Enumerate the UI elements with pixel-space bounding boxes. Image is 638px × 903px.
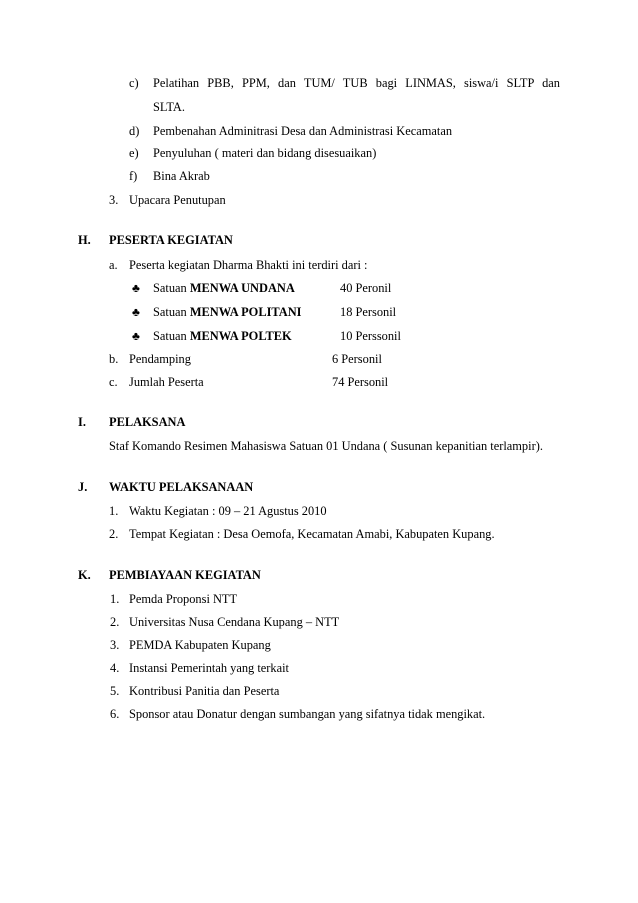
list-item-text: Pelatihan PBB, PPM, dan TUM/ TUB bagi LINMAS, siswa/i SLTP dan: [153, 76, 560, 90]
list-marker: 5.: [110, 684, 120, 698]
unit-name: Satuan MENWA POLTEK: [153, 329, 292, 343]
section-letter: H.: [78, 233, 91, 247]
list-marker: 2.: [109, 527, 119, 541]
list-item-text: PEMDA Kabupaten Kupang: [129, 638, 271, 652]
list-marker: c): [129, 76, 139, 90]
list-marker: 4.: [110, 661, 120, 675]
list-item-text: Pemda Proponsi NTT: [129, 592, 238, 606]
unit-count: 10 Perssonil: [340, 329, 401, 343]
list-marker: a.: [109, 258, 118, 272]
section-heading: WAKTU PELAKSANAAN: [109, 480, 254, 494]
list-marker: 1.: [109, 504, 119, 518]
section-heading: PELAKSANA: [109, 415, 186, 429]
list-item-text: Pembenahan Adminitrasi Desa dan Administrasi Kecamatan: [153, 124, 453, 138]
list-item-text: Bina Akrab: [153, 169, 210, 183]
section-letter: I.: [78, 415, 86, 429]
section-heading: PESERTA KEGIATAN: [109, 233, 233, 247]
unit-count: 18 Personil: [340, 305, 397, 319]
list-item-text: Waktu Kegiatan : 09 – 21 Agustus 2010: [129, 504, 327, 518]
club-bullet-icon: ♣: [132, 305, 140, 319]
list-item-text: Instansi Pemerintah yang terkait: [129, 661, 290, 675]
list-marker: 3.: [110, 638, 120, 652]
list-marker: 6.: [110, 707, 120, 721]
club-bullet-icon: ♣: [132, 329, 140, 343]
section-heading: PEMBIAYAAN KEGIATAN: [109, 568, 261, 582]
list-item-label: Pendamping: [129, 352, 191, 366]
section-letter: K.: [78, 568, 91, 582]
section-letter: J.: [78, 480, 88, 494]
list-item-text: Tempat Kegiatan : Desa Oemofa, Kecamatan Amabi, Kabupaten Kupang.: [129, 527, 495, 541]
list-item-text: Peserta kegiatan Dharma Bhakti ini terdiri dari :: [129, 258, 368, 272]
unit-name: Satuan MENWA POLITANI: [153, 305, 302, 319]
list-marker: c.: [109, 375, 118, 389]
list-marker: b.: [109, 352, 119, 366]
list-item-text-continued: SLTA.: [153, 100, 185, 114]
list-item-text: Upacara Penutupan: [129, 193, 226, 207]
list-marker: d): [129, 124, 140, 138]
list-marker: f): [129, 169, 138, 183]
section-text: Staf Komando Resimen Mahasiswa Satuan 01 Undana ( Susunan kepanitian terlampir).: [109, 439, 543, 453]
list-item-text: Penyuluhan ( materi dan bidang disesuaikan): [153, 146, 377, 160]
list-item-text: Universitas Nusa Cendana Kupang – NTT: [129, 615, 340, 629]
list-item-value: 74 Personil: [332, 375, 389, 389]
list-marker: 3.: [109, 193, 119, 207]
list-item-label: Jumlah Peserta: [129, 375, 204, 389]
list-marker: e): [129, 146, 139, 160]
list-marker: 2.: [110, 615, 120, 629]
list-marker: 1.: [110, 592, 120, 606]
unit-name: Satuan MENWA UNDANA: [153, 281, 295, 295]
club-bullet-icon: ♣: [132, 281, 140, 295]
list-item-value: 6 Personil: [332, 352, 382, 366]
list-item-text: Sponsor atau Donatur dengan sumbangan yang sifatnya tidak mengikat.: [129, 707, 486, 721]
unit-count: 40 Peronil: [340, 281, 392, 295]
list-item-text: Kontribusi Panitia dan Peserta: [129, 684, 280, 698]
